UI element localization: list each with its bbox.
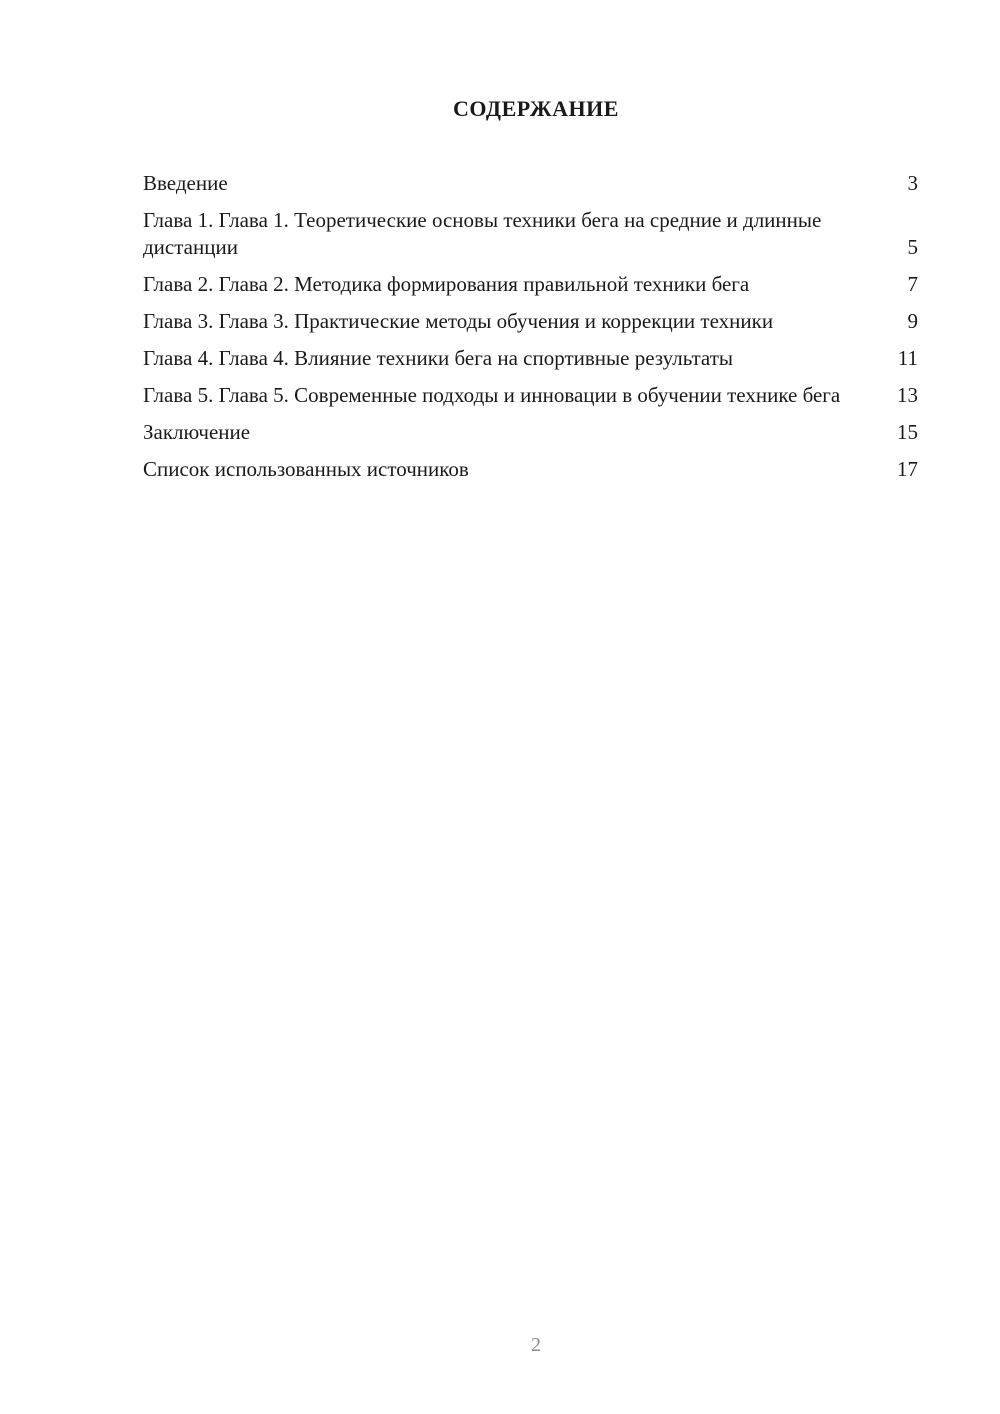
toc-entry — [143, 345, 918, 372]
toc-entry-page: 15 — [897, 420, 918, 444]
toc-entry-page: 3 — [907, 171, 918, 195]
toc-entry — [143, 271, 918, 298]
toc-entry-text: Глава 1. Глава 1. Теоретические основы техники бега на средние и длинные дистанции — [143, 208, 822, 259]
toc-entry — [143, 170, 918, 197]
toc-entry-text: Список использованных источников — [143, 457, 469, 481]
toc-entry-text: Глава 3. Глава 3. Практические методы обучения и коррекции техники — [143, 309, 774, 333]
page-number: 2 — [531, 1334, 541, 1356]
toc-entry-text: Глава 5. Глава 5. Современные подходы и инновации в обучении технике бега — [143, 383, 841, 407]
toc-entry-text: Глава 4. Глава 4. Влияние техники бега на спортивные результаты — [143, 346, 733, 370]
toc-entry-page: 13 — [897, 383, 918, 407]
toc-entry-page: 9 — [907, 309, 918, 333]
toc-entry-text: Заключение — [143, 420, 251, 444]
toc-title: СОДЕРЖАНИЕ — [453, 96, 619, 121]
toc-entry — [143, 207, 918, 261]
toc-entry — [143, 308, 918, 335]
toc-entry-page: 17 — [897, 457, 918, 481]
toc-entry-text: Глава 2. Глава 2. Методика формирования правильной техники бега — [143, 272, 750, 296]
toc-entry — [143, 419, 918, 446]
toc-entry-text: Введение — [143, 171, 228, 195]
toc-entry — [143, 382, 918, 409]
toc-entry-page: 7 — [907, 272, 918, 296]
toc-entry-page: 5 — [907, 235, 918, 259]
toc-entry — [143, 456, 918, 483]
toc-entry-page: 11 — [897, 346, 918, 370]
toc-list — [143, 170, 918, 493]
